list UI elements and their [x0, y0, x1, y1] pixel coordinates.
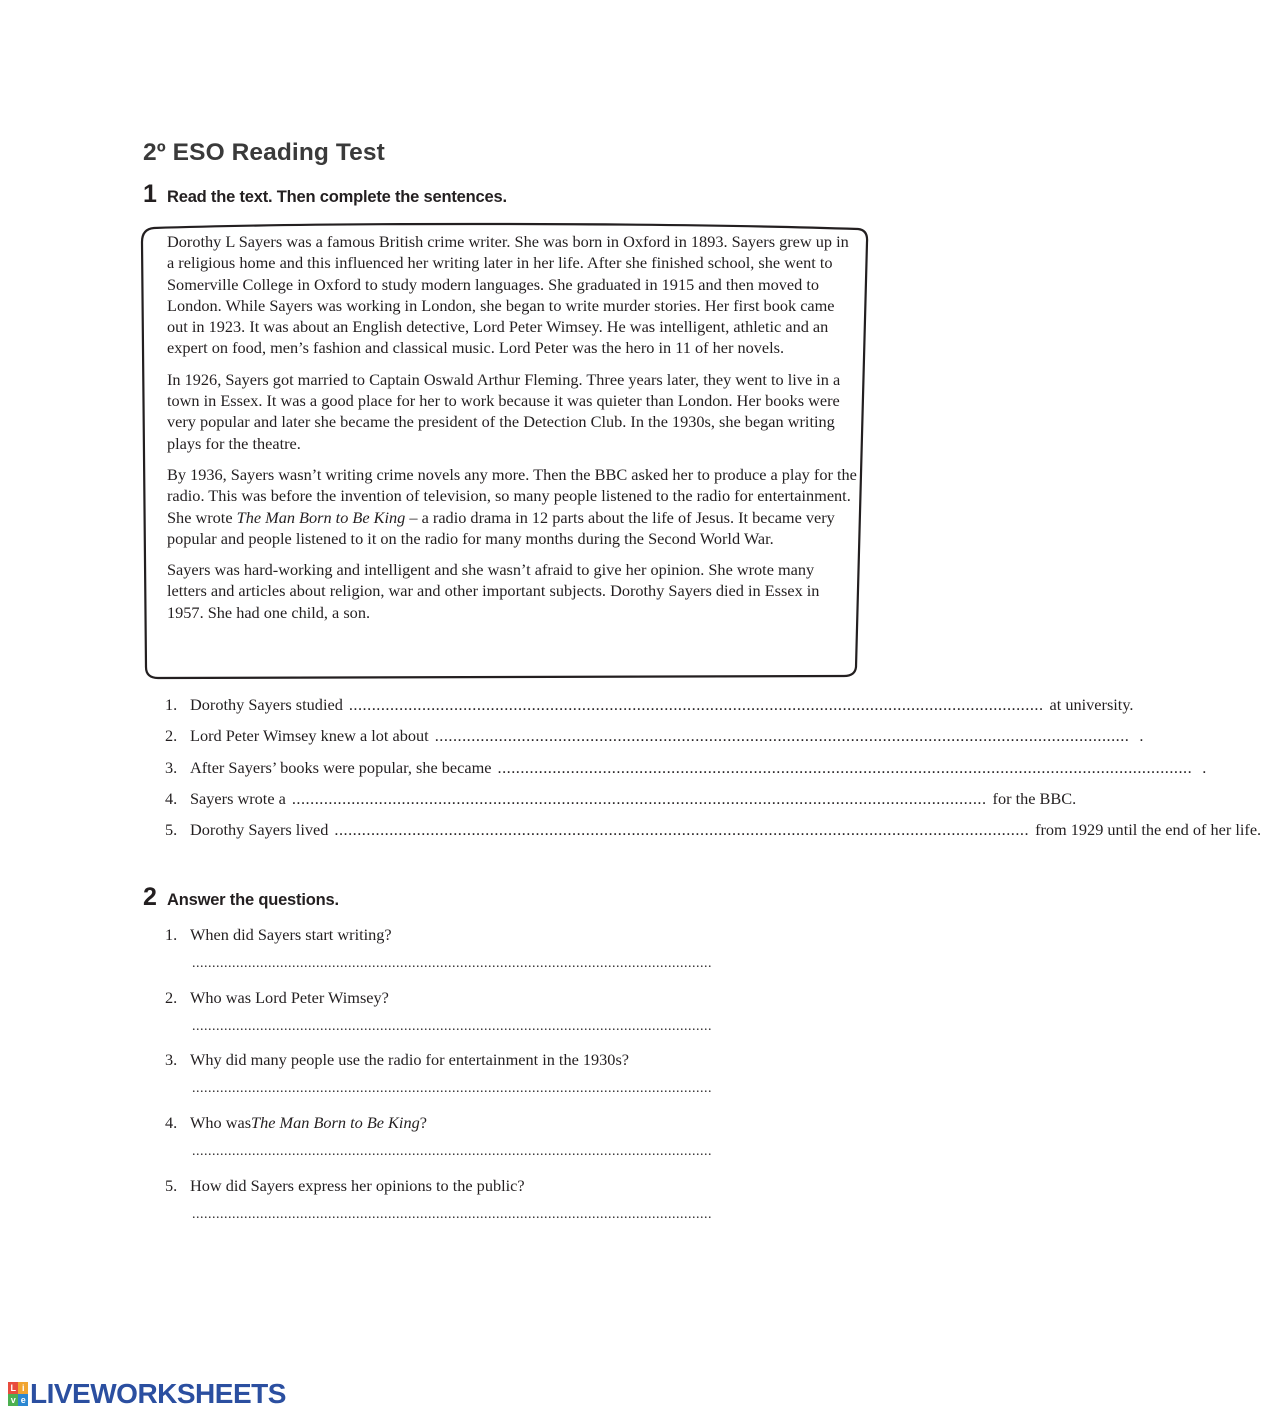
passage-paragraph-2: In 1926, Sayers got married to Captain Oswald Arthur Fleming. Three years later, they went to live in a town in Essex. It was a good place for her to work because it was quieter than London. Her books were very popular and later she became the president of the Detection Club. In the 1930s, she began writing plays for the theatre.: [167, 369, 841, 453]
question-item: [165, 1175, 865, 1238]
radio-drama-title: The Man Born to Be King: [236, 507, 406, 527]
question-number: 2.: [165, 987, 178, 1007]
question-item: [165, 924, 865, 987]
questions-list: [165, 924, 865, 1237]
question-text: [165, 987, 865, 1009]
reading-text-box: [140, 220, 870, 682]
question-text-start: When did Sayers start writing?: [190, 925, 392, 944]
liveworksheets-logo-icon: [8, 1382, 28, 1406]
sentence-end: from 1929 until the end of her life.: [1035, 820, 1261, 840]
sentence-blank[interactable]: ........................................................................................................................................................: [334, 820, 1030, 840]
question-item: [165, 1049, 865, 1112]
sentence-end: for the BBC.: [992, 788, 1077, 808]
question-number: 3.: [165, 1050, 178, 1070]
question-text-start: How did Sayers express her opinions to the public?: [190, 1175, 525, 1195]
passage-paragraph-4: Sayers was hard-working and intelligent and she wasn’t afraid to give her opinion. She wrote many letters and articles about religion, war and other important subjects. Dorothy Sayers died in Essex in 1957. She had one child, a son.: [167, 560, 820, 622]
question-item: [165, 1112, 865, 1175]
passage-paragraph-1: Dorothy L Sayers was a famous British crime writer. She was born in Oxford in 1893. Sayers grew up in a religious home and this influenced her writing later in her life. After she finished school, she went to Somerville College in Oxford to study modern languages. She graduated in 1915 and then moved to London. While Sayers was working in London, she began to write murder stories. Her first book came out in 1923. It was about an English detective, Lord Peter Wimsey. He was intelligent, athletic and an expert on food, men’s fashion and classical music. Lord Peter was the hero in 11 of her novels.: [167, 232, 849, 358]
complete-sentences-list: [165, 694, 1261, 850]
sentence-start: Dorothy Sayers studied: [190, 695, 343, 714]
liveworksheets-wordmark: LIVEWORKSHEETS: [30, 1378, 286, 1409]
section-1-header: [143, 180, 507, 209]
question-text: [165, 1112, 865, 1134]
passage-paragraph-3: [167, 464, 857, 549]
answer-line[interactable]: ..................................................................................................................................: [192, 956, 712, 971]
section-2-header: [143, 883, 339, 912]
page-title: 2º ESO Reading Test: [143, 139, 385, 166]
logo-letter: v: [8, 1394, 18, 1406]
question-number: 5.: [165, 1175, 178, 1195]
section-2-number: 2: [143, 883, 157, 911]
answer-line[interactable]: ..................................................................................................................................: [192, 1081, 712, 1097]
logo-letter: i: [18, 1382, 28, 1394]
logo-letter: L: [8, 1382, 18, 1394]
question-text-start: Why did many people use the radio for entertainment in the 1930s?: [190, 1050, 630, 1070]
sentence-end: .: [1139, 726, 1144, 746]
sentence-start: Sayers wrote a: [190, 788, 286, 808]
sentence-item: [165, 757, 1207, 788]
sentence-start: Lord Peter Wimsey knew a lot about: [190, 726, 429, 746]
sentence-blank[interactable]: ........................................................................................................................................................: [348, 695, 1044, 714]
paragraph-3-text-start: By 1936, Sayers wasn’t writing crime novels any more. Then the BBC asked her to produce a play for the radio. This was before the invention of television, so many people listened to the radio for entertainment. She wrote: [167, 464, 857, 527]
answer-line[interactable]: ..................................................................................................................................: [192, 1206, 712, 1222]
question-text-start: Who was: [190, 1113, 252, 1133]
sentence-item: [165, 725, 1144, 756]
sentence-blank[interactable]: ........................................................................................................................................................: [291, 788, 987, 808]
sentence-start: Dorothy Sayers lived: [190, 820, 329, 840]
sentence-item: [165, 694, 1134, 725]
question-text: [165, 924, 865, 946]
sentence-end: at university.: [1049, 695, 1134, 714]
question-number: 1.: [165, 925, 178, 944]
section-1-number: 1: [143, 180, 157, 208]
reading-passage: [167, 231, 857, 633]
sentence-number: 5.: [165, 820, 178, 840]
section-1-instruction: Read the text. Then complete the sentences.: [167, 188, 507, 206]
sentence-start: After Sayers’ books were popular, she became: [190, 757, 492, 777]
question-text: [165, 1049, 865, 1071]
question-text: [165, 1175, 865, 1197]
sentence-blank[interactable]: ........................................................................................................................................................: [434, 726, 1130, 746]
logo-letter: e: [18, 1394, 28, 1406]
sentence-number: 4.: [165, 788, 178, 808]
question-text-end: ?: [419, 1113, 427, 1133]
question-italic: The Man Born to Be King: [251, 1113, 420, 1133]
sentence-end: .: [1202, 757, 1207, 777]
answer-line[interactable]: ..................................................................................................................................: [192, 1144, 712, 1160]
question-number: 4.: [165, 1113, 178, 1133]
sentence-item: [165, 788, 1077, 819]
question-item: [165, 987, 865, 1050]
sentence-number: 1.: [165, 695, 178, 714]
sentence-blank[interactable]: ........................................................................................................................................................: [497, 757, 1193, 777]
question-text-start: Who was Lord Peter Wimsey?: [190, 987, 389, 1007]
answer-line[interactable]: ..................................................................................................................................: [192, 1018, 712, 1034]
sentence-number: 2.: [165, 726, 178, 746]
liveworksheets-logo[interactable]: [8, 1378, 286, 1410]
section-2-instruction: Answer the questions.: [167, 891, 339, 909]
paragraph-3-text-end: – a radio drama in 12 parts about the life of Jesus. It became very popular and people listened to it on the radio for many months during the Second World War.: [167, 507, 835, 548]
sentence-item: [165, 819, 1261, 850]
sentence-number: 3.: [165, 757, 178, 777]
